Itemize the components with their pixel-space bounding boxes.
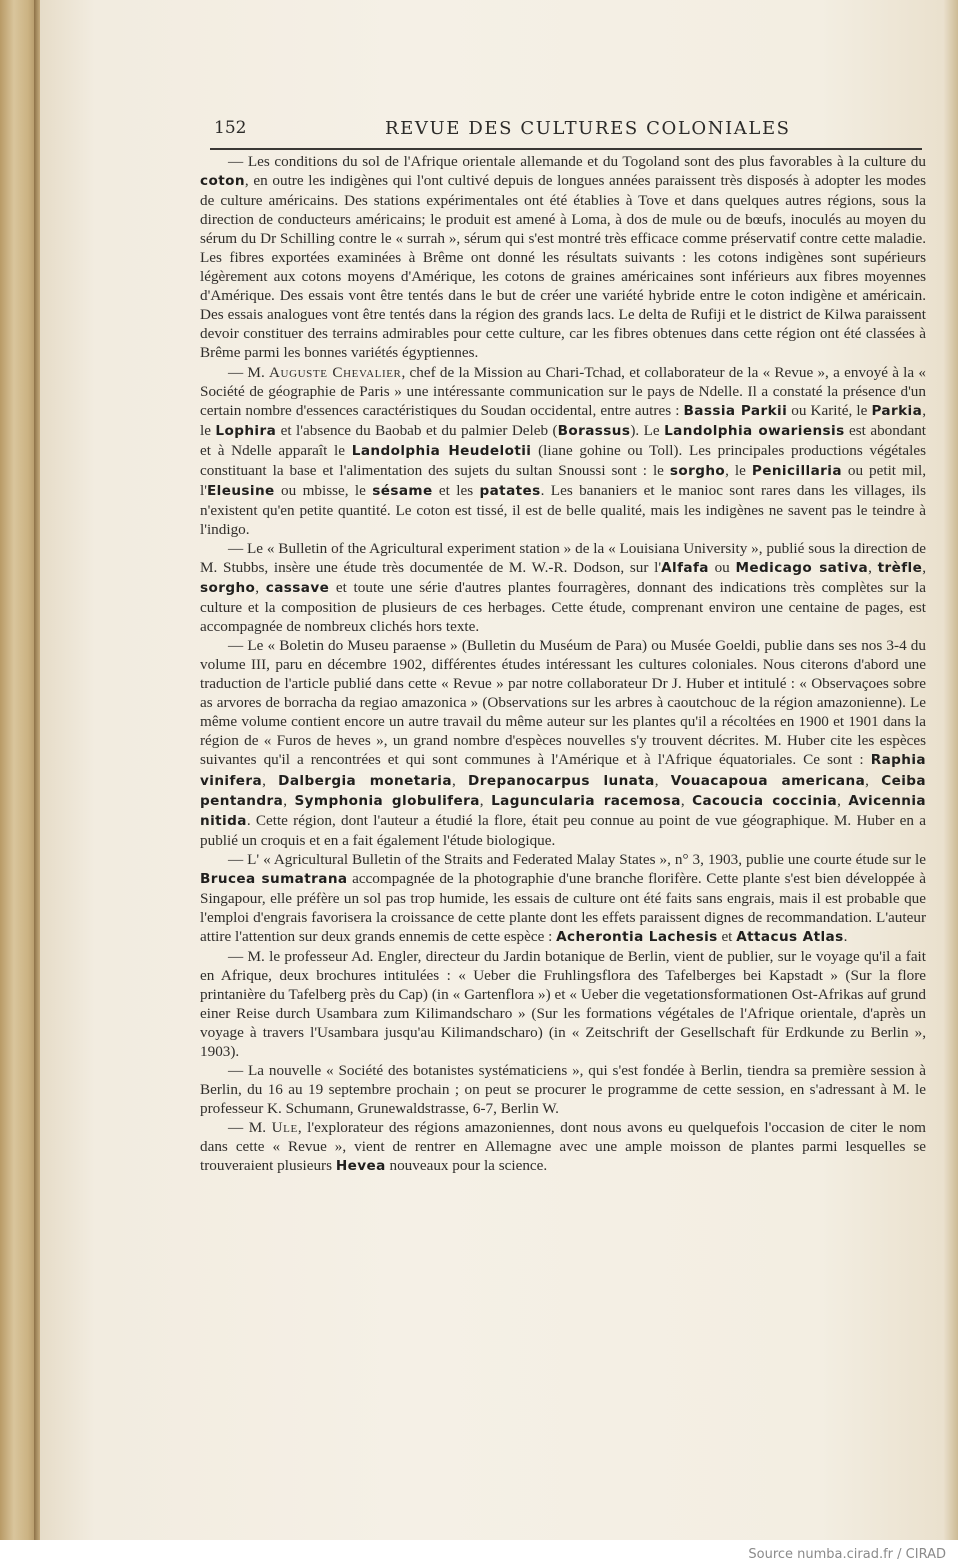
bold-term: Vouacapoua americana (670, 772, 866, 789)
bold-term: sésame (372, 482, 433, 499)
text-run: , l'explorateur des régions amazoniennes, dont nous avons eu quelquefois l'occasion de citer le nom dans cette « Revue », vient de rentrer en Allemagne avec une ample moisson de plantes parmi lesquelles se trouveraient plusieurs (200, 1119, 926, 1175)
running-title: REVUE DES CULTURES COLONIALES (385, 118, 791, 139)
text-run: — Le « Boletin do Museu paraense » (Bulletin du Muséum de Para) ou Musée Goeldi, publie dans ses nos 3-4 du volume III, paru en décembre 1902, différentes études intéressant les cultures coloniales. Nous citerons d'abord une traduction de l'article publié dans cette « Revue » par notre collaborateur Dr J. Huber et intitulé : « Observaçoes sobre as arvores de borracha da regiao amazonica » (Observations sur les arbres à caoutchouc de la région amazonienne). Le même volume contient encore un autre travail du même auteur sur les plantes qu'il a récoltées en 1900 et 1901 dans la région de « Furos de heves », un grand nombre d'espèces nouvelles s'y trouvent décrites. M. Huber cite les espèces suivantes qu'il a rencontrées et qui sont communes à l'Amérique et à l'Afrique équatoriales. Ce sont : (200, 637, 926, 769)
bold-term: sorgho (669, 462, 726, 479)
bold-term: Borassus (557, 422, 631, 439)
bold-term: Attacus Atlas (736, 928, 844, 945)
bold-term: sorgho (200, 580, 256, 597)
text-run: . Les bananiers et le manioc sont rares dans les villages, ils n'existent qu'en petite quantité. Le coton est tissé, il est de belle qualité, mais les indigènes ne savent pas le teindre à l'indigo. (200, 481, 926, 538)
small-caps-name: Auguste Chevalier (268, 363, 402, 381)
page-header (210, 108, 922, 144)
text-run: et les (432, 481, 480, 499)
text-run: , le (725, 461, 752, 479)
bold-term: Cacoucia coccinia (692, 792, 838, 809)
text-run: — M. (228, 1119, 272, 1137)
bold-term: Raphia vinifera (200, 752, 926, 789)
text-run: ). Le (630, 421, 665, 439)
text-run: . (843, 927, 848, 945)
bold-term: Lophira (215, 422, 277, 439)
source-credit: Source numba.cirad.fr / CIRAD (748, 1547, 946, 1562)
text-run: , (451, 771, 469, 789)
bold-term: Laguncularia racemosa (491, 792, 681, 809)
text-run: est abondant et à Ndelle apparaît le (200, 421, 927, 459)
bold-term: Acherontia Lachesis (556, 928, 718, 945)
text-run: — M. (228, 363, 269, 381)
page-number: 152 (214, 118, 247, 138)
bold-term: coton (200, 173, 245, 190)
bold-term: Dalbergia monetaria (278, 772, 452, 789)
text-run: accompagnée de la photographie d'une branche florifère. Cette plante s'est bien développée à Singapour, elle préfère un sol pas trop humide, les essais de culture ont été faits sans engrais, mais il est probable que l'emploi d'engrais favorisera la croissance de cette plante dont les effets paraissent dignes de recommandation. L'auteur attire l'attention sur deux grands ennemis de cette espèce : (200, 869, 926, 945)
text-run: , (479, 791, 492, 809)
article-paragraph (200, 152, 926, 363)
bold-term: Landolphia Heudelotii (351, 442, 532, 459)
bold-term: Symphonia globulifera (294, 792, 480, 809)
text-run: , (255, 579, 266, 597)
small-caps-name: Ule (271, 1119, 298, 1137)
text-run: — M. le professeur Ad. Engler, directeur du Jardin botanique de Berlin, vient de publier, sur le voyage qu'il a fait en Afrique, deux brochures intitulées : « Ueber die Fruhlingsflora des Tafelberges bei Kapstadt » (Sur la flore printanière du Tafelberg près du Cap) (in « Gartenflora ») et « Ueber die vegetationsformationen Ost-Afrikas auf grund einer Reise durch Usambara zum Kilimandscharo » (Sur les formations végétales de l'Afrique orientale, d'après un voyage à travers l'Usambara jusqu'au Kilimandscharo) (in « Zeitschrift der Gesellschaft für Erdkunde zu Berlin », 1903). (200, 947, 926, 1061)
text-run: . Cette région, dont l'auteur a étudié la flore, était peu connue au point de vue géographique. M. Huber en a publié un croquis et en a fait également l'étude biologique. (200, 811, 926, 849)
bold-term: Eleusine (206, 482, 275, 499)
text-run: — Le « Bulletin of the Agricultural experiment station » de la « Louisiana University », publié sous la direction de M. Stubbs, insère une étude très documentée de M. W.-R. Dodson, sur l' (200, 539, 926, 576)
text-run: , (865, 771, 882, 789)
article-body (200, 152, 926, 1176)
bold-term: Alfafa (661, 559, 709, 576)
bold-term: Drepanocarpus lunata (468, 772, 655, 789)
text-run: , (837, 791, 849, 809)
bold-term: Parkia (871, 402, 923, 419)
text-run: , (922, 558, 926, 576)
text-run: , chef de la Mission au Chari-Tchad, et collaborateur de la « Revue », a envoyé à la « Société de géographie de Paris » une intéressante communication sur le pays de Ndelle. Il a constaté la présence d'un certain nombre d'essences caractéristiques du Soudan occidental, entre autres : (200, 363, 926, 419)
bold-term: Bassia Parkii (683, 402, 788, 419)
page-right-edge (944, 0, 958, 1540)
text-run: — Les conditions du sol de l'Afrique orientale allemande et du Togoland sont des plus favorables à la culture du (228, 153, 926, 170)
text-run: , le (200, 401, 926, 439)
text-run: , en outre les indigènes qui l'ont cultivé depuis de longues années paraissent très disposés à adopter les modes de culture américains. Des stations expérimentales ont été établies à Tove et dans quelques autres régions, sous la direction de conducteurs américains; le produit est amené à Loma, à dos de mule ou de bœufs, inoculés au moyen du sérum du Dr Schilling contre le « surrah », sérum qui s'est montré très efficace comme préservatif contre cette maladie. Les fibres exportées examinées à Brême ont donné les résultats suivants : les cotons indigènes sont supérieurs légèrement aux cotons moyens d'Amérique, les cotons de graines américaines sont inférieurs aux fibres moyennes d'Amérique. Des essais vont être tentés dans le but de créer une variété hybride entre le coton indigène et américain. Des essais analogues vont être tentés dans la région des grands lacs. Le delta de Rufiji et le district de Kilwa paraissent devoir constituer des terrains admirables pour cette culture, car les fibres obtenues dans cette région ont été classées à Brême parmi les bonnes variétés égyptiennes. (200, 172, 926, 362)
bold-term: Hevea (335, 1158, 386, 1175)
text-run: , (680, 791, 693, 809)
text-run: ou mbisse, le (274, 481, 373, 499)
bold-term: Avicennia nitida (200, 792, 926, 829)
text-run: , (868, 558, 878, 576)
article-paragraph (200, 947, 926, 1061)
text-run: nouveaux pour la science. (385, 1157, 548, 1175)
text-run: et l'absence du Baobab et du palmier Deleb ( (276, 421, 558, 439)
header-rule (210, 148, 922, 150)
article-paragraph (200, 1118, 926, 1176)
text-run: — L' « Agricultural Bulletin of the Straits and Federated Malay States », n° 3, 1903, publie une courte étude sur le (228, 850, 926, 868)
bold-term: Ceiba pentandra (200, 772, 927, 809)
text-run: , (283, 791, 295, 809)
article-paragraph (200, 363, 926, 539)
text-run: , (654, 771, 671, 789)
bold-term: cassave (265, 580, 330, 597)
bold-term: patates (479, 482, 541, 499)
bold-term: Penicillaria (751, 462, 842, 479)
text-run: , (262, 771, 279, 789)
text-run: et (717, 927, 737, 945)
bold-term: Medicago sativa (735, 559, 869, 576)
text-run: — La nouvelle « Société des botanistes systématiciens », qui s'est fondée à Berlin, tiendra sa première session à Berlin, du 16 au 19 septembre prochain ; on peut se procurer le programme de cette session, en s'adressant à M. le professeur K. Schumann, Grunewaldstrasse, 6-7, Berlin W. (200, 1062, 926, 1118)
bold-term: trèfle (877, 559, 923, 576)
article-paragraph (200, 850, 926, 947)
text-run: ou (708, 558, 736, 576)
text-run: (liane gohine ou Toll). Les principales productions végétales constituant la base et l'alimentation des sujets du sultan Snoussi sont : le (200, 441, 926, 479)
bold-term: Brucea sumatrana (200, 870, 348, 887)
article-paragraph (200, 539, 926, 636)
article-paragraph (200, 636, 926, 850)
text-run: ou Karité, le (787, 401, 872, 419)
text-run: et toute une série d'autres plantes fourragères, donnant des indications très complètes sur la culture et la composition de plusieurs de ces herbages. Cette étude, comprenant environ une centaine de pages, est accompagnée de nombreux clichés hors texte. (200, 579, 927, 636)
bold-term: Landolphia owariensis (664, 422, 845, 439)
text-run: ou petit mil, l' (200, 461, 927, 499)
article-paragraph (200, 1061, 926, 1118)
